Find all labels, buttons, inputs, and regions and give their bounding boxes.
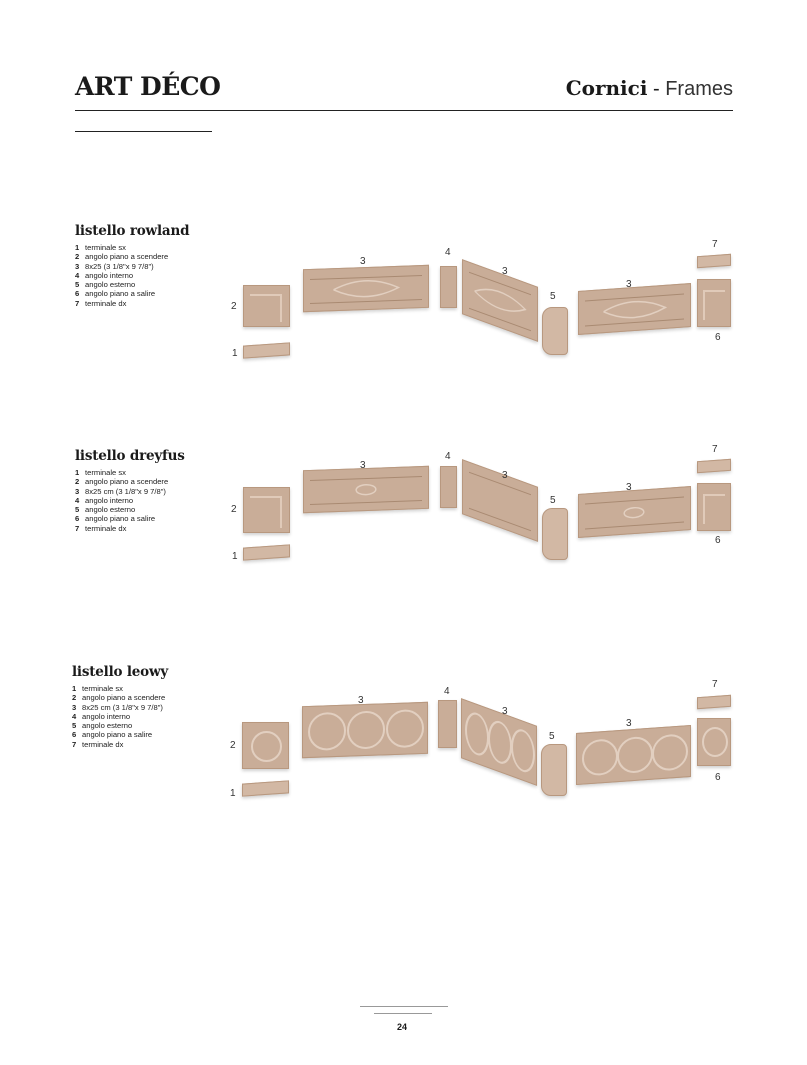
tile-angolo-interno [440, 466, 457, 508]
legend-item: 1 terminale sx [75, 243, 126, 252]
tile-terminale-sx [243, 544, 290, 560]
legend-item: 4 angolo interno [75, 495, 134, 505]
short-divider [75, 131, 212, 132]
tile-listello-angled [461, 698, 537, 786]
piece-label: 3 [358, 695, 364, 706]
legend-item: 3 8x25 cm (3 1/8"x 9 7/8") [75, 486, 166, 496]
tile-listello-angled [462, 259, 538, 342]
tile-angolo-scendere [242, 722, 289, 769]
piece-label: 2 [231, 301, 237, 312]
legend-item: 6 angolo piano a salire [75, 289, 156, 299]
piece-label: 4 [445, 247, 451, 258]
tile-angolo-esterno [541, 744, 567, 796]
tile-listello [303, 265, 429, 312]
piece-label: 3 [502, 470, 508, 481]
tile-terminale-dx [697, 695, 731, 709]
tile-listello [576, 725, 691, 785]
legend-item: 1 terminale sx [72, 684, 123, 693]
piece-label: 7 [712, 679, 718, 690]
brand-title: ART DÉCO [75, 72, 221, 101]
piece-label: 5 [550, 495, 556, 506]
tile-listello-angled [462, 459, 538, 542]
piece-label: 4 [445, 451, 451, 462]
piece-label: 5 [550, 291, 556, 302]
wave-ornament-icon [579, 284, 690, 335]
product-name: listello dreyfus [75, 448, 185, 464]
legend-item: 7 terminale dx [75, 523, 127, 533]
product-block-leowy [0, 664, 807, 834]
legend-item: 4 angolo interno [72, 711, 131, 721]
piece-label: 3 [502, 706, 508, 717]
product-name: listello rowland [75, 223, 190, 239]
tile-listello [578, 486, 691, 538]
piece-label: 3 [626, 279, 632, 290]
legend-item: 5 angolo esterno [75, 280, 136, 290]
piece-label: 1 [232, 348, 238, 359]
piece-label: 4 [444, 686, 450, 697]
header-divider [75, 110, 733, 111]
piece-legend [72, 684, 165, 749]
piece-label: 7 [712, 444, 718, 455]
tile-listello [303, 466, 429, 513]
page-number: 24 [397, 1022, 408, 1032]
tile-terminale-dx [697, 254, 731, 268]
piece-label: 3 [626, 718, 632, 729]
legend-item: 2 angolo piano a scendere [72, 693, 166, 703]
legend-item: 2 angolo piano a scendere [75, 252, 169, 262]
product-block-rowland [0, 223, 807, 393]
section-title-separator: - [647, 78, 666, 100]
tile-angolo-salire [697, 483, 731, 531]
tile-terminale-sx [242, 780, 289, 796]
fan-ornament-icon [304, 467, 428, 513]
product-block-dreyfus [0, 444, 807, 618]
legend-item: 1 terminale sx [75, 468, 126, 477]
piece-label: 2 [231, 504, 237, 515]
legend-item: 2 angolo piano a scendere [75, 477, 169, 487]
wave-ornament-icon [304, 266, 428, 312]
piece-label: 2 [230, 740, 236, 751]
piece-legend [75, 468, 168, 533]
piece-label: 3 [360, 460, 366, 471]
legend-item: 7 terminale dx [72, 739, 124, 749]
legend-item: 6 angolo piano a salire [72, 730, 153, 740]
legend-item: 6 angolo piano a salire [75, 514, 156, 524]
footer-divider [374, 1013, 432, 1014]
tile-angolo-scendere [243, 285, 290, 327]
tile-angolo-interno [440, 266, 457, 308]
piece-label: 3 [626, 482, 632, 493]
legend-item: 3 8x25 (3 1/8"x 9 7/8") [75, 261, 154, 271]
tile-listello [578, 283, 691, 335]
tile-terminale-dx [697, 459, 731, 473]
tile-terminale-sx [243, 342, 290, 358]
piece-label: 1 [230, 788, 236, 799]
piece-label: 5 [549, 731, 555, 742]
tile-angolo-salire [697, 718, 731, 766]
tile-angolo-salire [697, 279, 731, 327]
piece-label: 3 [502, 266, 508, 277]
product-name: listello leowy [72, 664, 169, 680]
tile-angolo-esterno [542, 508, 568, 560]
piece-label: 6 [715, 332, 721, 343]
legend-item: 3 8x25 cm (3 1/8"x 9 7/8") [72, 702, 163, 712]
piece-label: 1 [232, 551, 238, 562]
fan-ornament-icon [579, 487, 690, 538]
piece-label: 6 [715, 535, 721, 546]
tile-angolo-interno [438, 700, 457, 748]
legend-item: 7 terminale dx [75, 298, 127, 308]
footer-divider [360, 1006, 448, 1007]
piece-label: 6 [715, 772, 721, 783]
piece-label: 3 [360, 256, 366, 267]
legend-item: 5 angolo esterno [72, 721, 133, 731]
tile-angolo-esterno [542, 307, 568, 355]
section-title-light: Frames [665, 78, 733, 100]
legend-item: 4 angolo interno [75, 270, 134, 280]
piece-label: 7 [712, 239, 718, 250]
wave-ornament-icon [463, 261, 537, 341]
legend-item: 5 angolo esterno [75, 505, 136, 515]
section-title [566, 76, 733, 101]
tile-angolo-scendere [243, 487, 290, 533]
tile-listello [302, 702, 428, 758]
piece-legend [75, 243, 168, 308]
section-title-bold: Cornici [565, 76, 648, 100]
